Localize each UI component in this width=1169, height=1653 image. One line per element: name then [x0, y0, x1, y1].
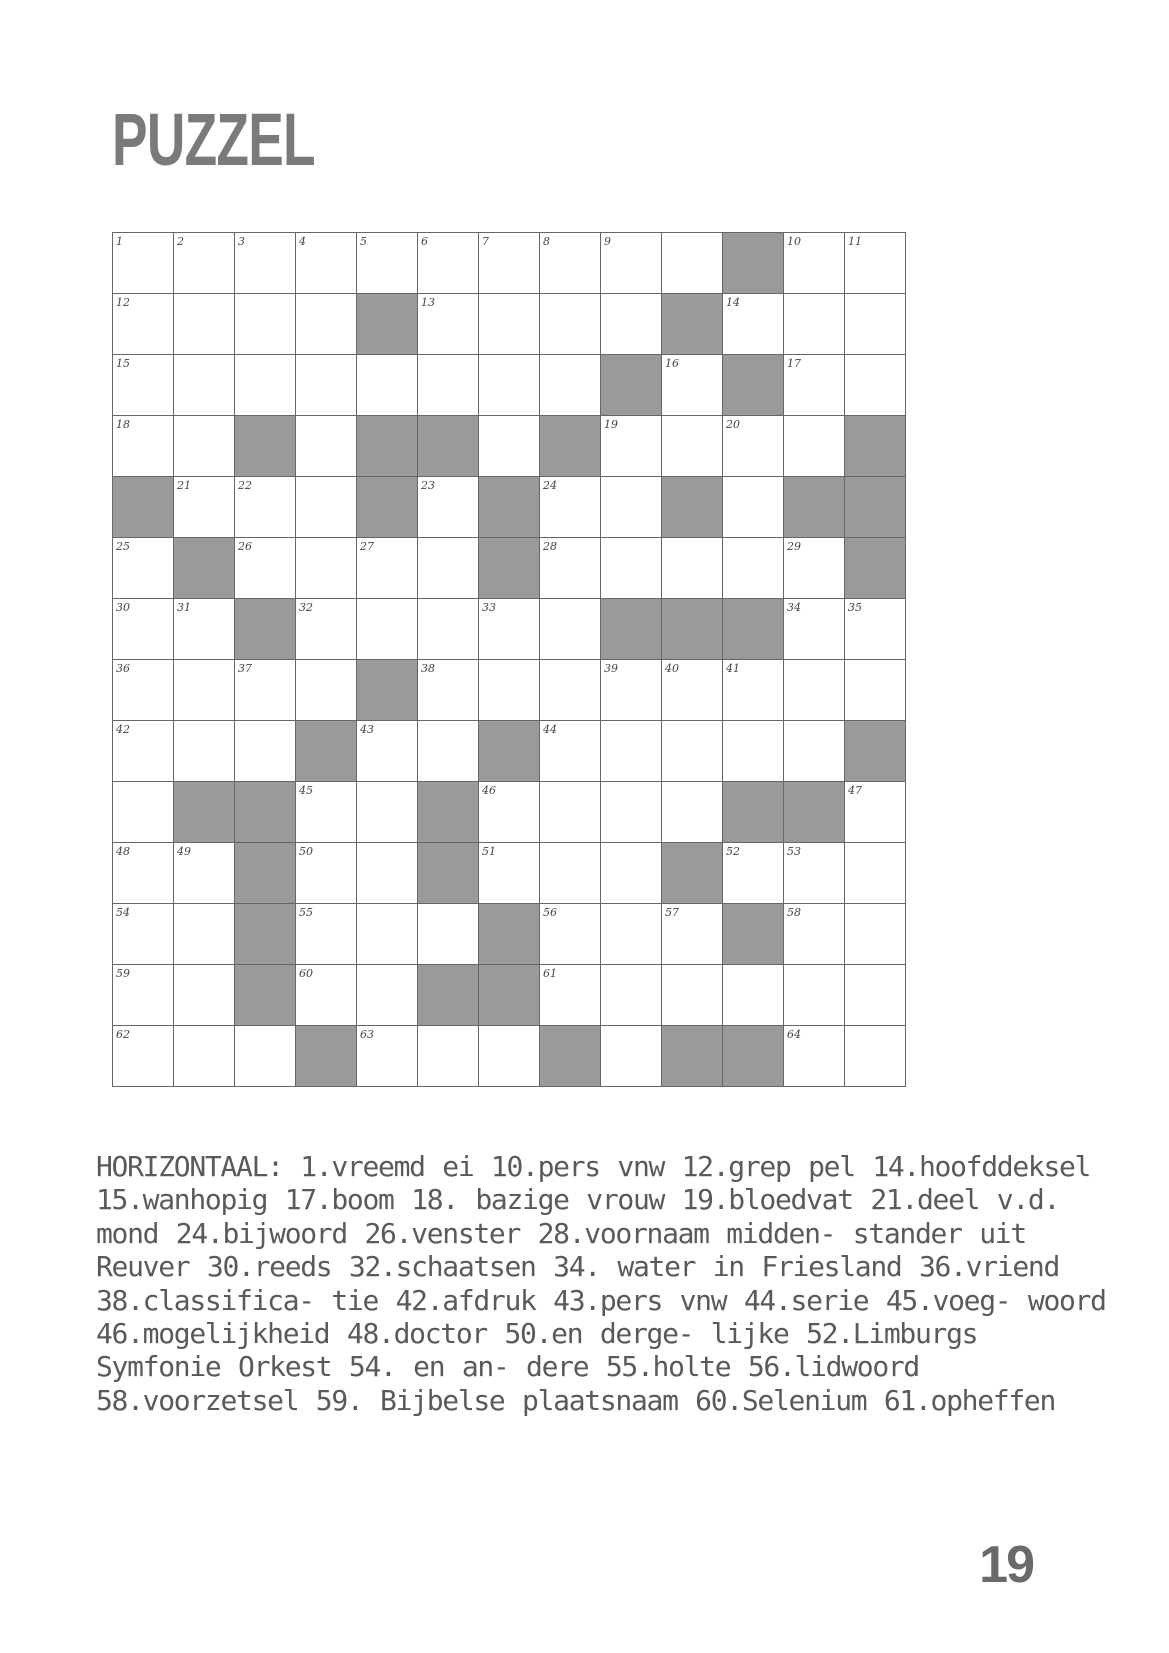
grid-cell[interactable]: [784, 660, 845, 721]
grid-cell-black: [723, 233, 784, 294]
grid-cell[interactable]: [845, 294, 906, 355]
cell-number: 11: [848, 235, 862, 248]
grid-cell-black: [235, 599, 296, 660]
cell-number: 63: [360, 1028, 374, 1041]
cell-number: 3: [238, 235, 245, 248]
cell-number: 46: [482, 784, 496, 797]
cell-number: 21: [177, 479, 191, 492]
grid-cell[interactable]: [662, 904, 723, 965]
grid-cell[interactable]: [357, 233, 418, 294]
grid-cell[interactable]: [235, 294, 296, 355]
grid-row: [113, 477, 906, 538]
page-title: PUZZEL: [112, 98, 315, 181]
grid-cell[interactable]: [418, 904, 479, 965]
grid-cell[interactable]: [296, 477, 357, 538]
grid-cell[interactable]: [479, 599, 540, 660]
grid-cell[interactable]: [601, 477, 662, 538]
grid-cell[interactable]: [296, 538, 357, 599]
cell-number: 17: [787, 357, 801, 370]
grid-cell[interactable]: [784, 294, 845, 355]
cell-number: 62: [116, 1028, 130, 1041]
cell-number: 26: [238, 540, 252, 553]
grid-cell[interactable]: [296, 599, 357, 660]
grid-cell[interactable]: [174, 233, 235, 294]
grid-cell[interactable]: [662, 416, 723, 477]
grid-cell[interactable]: [174, 721, 235, 782]
grid-cell[interactable]: [601, 782, 662, 843]
grid-cell-black: [662, 294, 723, 355]
grid-cell-black: [418, 965, 479, 1026]
grid-cell[interactable]: [723, 721, 784, 782]
grid-row: [113, 416, 906, 477]
grid-cell-black: [235, 904, 296, 965]
grid-row: [113, 355, 906, 416]
grid-cell-black: [418, 843, 479, 904]
grid-cell-black: [174, 782, 235, 843]
grid-cell[interactable]: [113, 843, 174, 904]
cell-number: 32: [299, 601, 313, 614]
grid-cell[interactable]: [540, 965, 601, 1026]
cell-number: 42: [116, 723, 130, 736]
grid-cell[interactable]: [845, 904, 906, 965]
crossword-grid: [112, 232, 906, 1087]
grid-cell[interactable]: [662, 660, 723, 721]
grid-cell[interactable]: [235, 660, 296, 721]
grid-cell-black: [357, 416, 418, 477]
grid-cell[interactable]: [479, 843, 540, 904]
grid-cell[interactable]: [113, 1026, 174, 1087]
grid-cell[interactable]: [418, 355, 479, 416]
grid-cell-black: [601, 599, 662, 660]
cell-number: 2: [177, 235, 184, 248]
grid-cell[interactable]: [174, 416, 235, 477]
grid-cell[interactable]: [479, 782, 540, 843]
cell-number: 18: [116, 418, 130, 431]
grid-row: [113, 294, 906, 355]
cell-number: 54: [116, 906, 130, 919]
grid-cell[interactable]: [784, 538, 845, 599]
grid-cell-black: [601, 355, 662, 416]
cell-number: 58: [787, 906, 801, 919]
cell-number: 29: [787, 540, 801, 553]
grid-cell[interactable]: [845, 782, 906, 843]
grid-cell[interactable]: [601, 294, 662, 355]
grid-cell[interactable]: [357, 843, 418, 904]
grid-cell-black: [479, 538, 540, 599]
grid-cell[interactable]: [662, 538, 723, 599]
cell-number: 10: [787, 235, 801, 248]
grid-cell[interactable]: [174, 965, 235, 1026]
grid-cell[interactable]: [540, 782, 601, 843]
grid-cell-black: [479, 904, 540, 965]
grid-cell[interactable]: [540, 294, 601, 355]
grid-cell[interactable]: [174, 599, 235, 660]
grid-cell[interactable]: [479, 416, 540, 477]
cell-number: 4: [299, 235, 306, 248]
grid-cell[interactable]: [174, 294, 235, 355]
grid-cell[interactable]: [479, 233, 540, 294]
grid-cell[interactable]: [784, 1026, 845, 1087]
grid-cell[interactable]: [418, 477, 479, 538]
cell-number: 31: [177, 601, 191, 614]
cell-number: 14: [726, 296, 740, 309]
cell-number: 13: [421, 296, 435, 309]
grid-cell-black: [235, 843, 296, 904]
cell-number: 51: [482, 845, 496, 858]
cell-number: 39: [604, 662, 618, 675]
grid-row: [113, 599, 906, 660]
cell-number: 45: [299, 784, 313, 797]
grid-cell[interactable]: [723, 660, 784, 721]
grid-cell[interactable]: [723, 538, 784, 599]
cell-number: 7: [482, 235, 489, 248]
grid-cell[interactable]: [540, 843, 601, 904]
cell-number: 5: [360, 235, 367, 248]
cell-number: 33: [482, 601, 496, 614]
cell-number: 56: [543, 906, 557, 919]
grid-cell[interactable]: [235, 1026, 296, 1087]
grid-cell[interactable]: [540, 660, 601, 721]
grid-cell-black: [235, 416, 296, 477]
grid-cell[interactable]: [601, 721, 662, 782]
grid-cell[interactable]: [540, 721, 601, 782]
grid-cell[interactable]: [357, 599, 418, 660]
grid-cell[interactable]: [113, 599, 174, 660]
cell-number: 8: [543, 235, 550, 248]
grid-cell[interactable]: [540, 355, 601, 416]
grid-cell[interactable]: [845, 233, 906, 294]
grid-cell-black: [357, 660, 418, 721]
grid-cell-black: [418, 416, 479, 477]
grid-cell[interactable]: [601, 538, 662, 599]
grid-cell[interactable]: [174, 904, 235, 965]
grid-cell-black: [479, 965, 540, 1026]
grid-cell[interactable]: [296, 416, 357, 477]
grid-cell[interactable]: [174, 660, 235, 721]
grid-cell[interactable]: [723, 477, 784, 538]
cell-number: 44: [543, 723, 557, 736]
grid-cell-black: [113, 477, 174, 538]
grid-cell[interactable]: [784, 233, 845, 294]
grid-cell[interactable]: [479, 660, 540, 721]
grid-cell[interactable]: [723, 965, 784, 1026]
cell-number: 35: [848, 601, 862, 614]
grid-cell[interactable]: [845, 965, 906, 1026]
cell-number: 16: [665, 357, 679, 370]
cell-number: 6: [421, 235, 428, 248]
page-number: 19: [979, 1536, 1033, 1594]
cell-number: 64: [787, 1028, 801, 1041]
grid-cell[interactable]: [601, 1026, 662, 1087]
cell-number: 12: [116, 296, 130, 309]
grid-cell[interactable]: [662, 233, 723, 294]
grid-cell-black: [662, 599, 723, 660]
grid-cell[interactable]: [662, 355, 723, 416]
grid-cell[interactable]: [113, 416, 174, 477]
grid-cell[interactable]: [296, 782, 357, 843]
grid-cell[interactable]: [296, 904, 357, 965]
grid-cell-black: [357, 477, 418, 538]
cell-number: 24: [543, 479, 557, 492]
grid-cell[interactable]: [418, 660, 479, 721]
grid-cell[interactable]: [174, 843, 235, 904]
grid-cell[interactable]: [357, 782, 418, 843]
grid-cell[interactable]: [601, 233, 662, 294]
grid-cell-black: [479, 721, 540, 782]
grid-cell[interactable]: [784, 599, 845, 660]
grid-cell-black: [845, 416, 906, 477]
grid-cell[interactable]: [113, 355, 174, 416]
grid-cell[interactable]: [845, 843, 906, 904]
grid-cell[interactable]: [174, 355, 235, 416]
grid-cell[interactable]: [601, 904, 662, 965]
cell-number: 38: [421, 662, 435, 675]
grid-cell[interactable]: [479, 294, 540, 355]
grid-cell[interactable]: [235, 538, 296, 599]
cell-number: 9: [604, 235, 611, 248]
grid-cell[interactable]: [357, 538, 418, 599]
grid-cell[interactable]: [113, 660, 174, 721]
grid-cell-black: [845, 721, 906, 782]
grid-cell[interactable]: [845, 599, 906, 660]
cell-number: 36: [116, 662, 130, 675]
grid-cell-black: [662, 1026, 723, 1087]
grid-cell-black: [723, 782, 784, 843]
grid-row: [113, 538, 906, 599]
cell-number: 1: [116, 235, 123, 248]
grid-cell[interactable]: [784, 355, 845, 416]
grid-cell-black: [662, 477, 723, 538]
grid-row: [113, 721, 906, 782]
grid-cell[interactable]: [113, 294, 174, 355]
grid-cell-black: [357, 294, 418, 355]
grid-cell-black: [540, 416, 601, 477]
grid-cell[interactable]: [357, 965, 418, 1026]
cell-number: 15: [116, 357, 130, 370]
grid-cell[interactable]: [845, 1026, 906, 1087]
grid-cell[interactable]: [296, 233, 357, 294]
clues-horizontal: HORIZONTAAL: 1.vreemd ei 10.pers vnw 12.grep pel 14.hoofddeksel 15.wanhopig 17.boom 18. bazige vrouw 19.bloedvat 21.deel v.d. mond 24.bijwoord 26.venster 28.voornaam midden- stander uit Reuver 30.reeds 32.schaatsen 34. water in Friesland 36.vriend 38.classifica- tie 42.afdruk 43.pers vnw 44.serie 45.voeg- woord 46.mogelijkheid 48.doctor 50.en derge- lijke 52.Limburgs Symfonie Orkest 54. en an- dere 55.holte 56.lidwoord 58.voorzetsel 59. Bijbelse plaatsnaam 60.Selenium 61.opheffen: [96, 1150, 1106, 1417]
grid-cell[interactable]: [357, 904, 418, 965]
cell-number: 47: [848, 784, 862, 797]
grid-cell[interactable]: [418, 1026, 479, 1087]
grid-cell[interactable]: [113, 233, 174, 294]
cell-number: 22: [238, 479, 252, 492]
grid-row: [113, 660, 906, 721]
grid-cell[interactable]: [113, 904, 174, 965]
grid-cell[interactable]: [601, 660, 662, 721]
grid-cell[interactable]: [418, 233, 479, 294]
cell-number: 61: [543, 967, 557, 980]
grid-cell-black: [296, 1026, 357, 1087]
cell-number: 27: [360, 540, 374, 553]
grid-cell[interactable]: [784, 904, 845, 965]
grid-cell[interactable]: [601, 843, 662, 904]
grid-cell[interactable]: [540, 538, 601, 599]
grid-cell[interactable]: [540, 477, 601, 538]
grid-cell[interactable]: [601, 965, 662, 1026]
grid-cell[interactable]: [174, 1026, 235, 1087]
grid-row: [113, 782, 906, 843]
grid-cell[interactable]: [784, 721, 845, 782]
grid-row: [113, 233, 906, 294]
grid-cell-black: [662, 843, 723, 904]
grid-row: [113, 904, 906, 965]
cell-number: 40: [665, 662, 679, 675]
cell-number: 48: [116, 845, 130, 858]
cell-number: 37: [238, 662, 252, 675]
grid-cell[interactable]: [845, 355, 906, 416]
cell-number: 34: [787, 601, 801, 614]
grid-cell[interactable]: [235, 721, 296, 782]
cell-number: 60: [299, 967, 313, 980]
grid-cell[interactable]: [235, 477, 296, 538]
grid-cell[interactable]: [601, 416, 662, 477]
cell-number: 52: [726, 845, 740, 858]
grid-cell-black: [784, 782, 845, 843]
grid-cell-black: [540, 1026, 601, 1087]
grid-cell-black: [723, 1026, 784, 1087]
grid-cell[interactable]: [723, 416, 784, 477]
grid-cell[interactable]: [662, 721, 723, 782]
cell-number: 50: [299, 845, 313, 858]
cell-number: 53: [787, 845, 801, 858]
grid-cell[interactable]: [357, 1026, 418, 1087]
grid-cell-black: [235, 965, 296, 1026]
cell-number: 55: [299, 906, 313, 919]
grid-cell-black: [723, 599, 784, 660]
grid-cell[interactable]: [113, 538, 174, 599]
cell-number: 30: [116, 601, 130, 614]
grid-cell[interactable]: [296, 843, 357, 904]
grid-cell[interactable]: [784, 843, 845, 904]
grid-cell[interactable]: [296, 355, 357, 416]
grid-cell-black: [479, 477, 540, 538]
cell-number: 19: [604, 418, 618, 431]
grid-cell[interactable]: [357, 355, 418, 416]
grid-cell[interactable]: [418, 294, 479, 355]
grid-row: [113, 1026, 906, 1087]
grid-cell-black: [845, 477, 906, 538]
grid-cell[interactable]: [723, 294, 784, 355]
grid-cell-black: [174, 538, 235, 599]
grid-cell-black: [235, 782, 296, 843]
cell-number: 28: [543, 540, 557, 553]
grid-cell-black: [296, 721, 357, 782]
grid-cell[interactable]: [784, 416, 845, 477]
grid-cell[interactable]: [845, 660, 906, 721]
grid-cell[interactable]: [418, 538, 479, 599]
grid-cell[interactable]: [174, 477, 235, 538]
grid-row: [113, 843, 906, 904]
grid-cell[interactable]: [662, 965, 723, 1026]
cell-number: 49: [177, 845, 191, 858]
grid-cell[interactable]: [479, 355, 540, 416]
grid-cell[interactable]: [418, 599, 479, 660]
grid-cell[interactable]: [784, 965, 845, 1026]
grid-cell[interactable]: [540, 233, 601, 294]
grid-cell[interactable]: [357, 721, 418, 782]
grid-cell-black: [845, 538, 906, 599]
grid-cell[interactable]: [235, 233, 296, 294]
grid-cell[interactable]: [296, 294, 357, 355]
grid-cell[interactable]: [723, 843, 784, 904]
grid-cell[interactable]: [296, 965, 357, 1026]
grid-row: [113, 965, 906, 1026]
cell-number: 43: [360, 723, 374, 736]
grid-cell[interactable]: [113, 782, 174, 843]
grid-cell-black: [418, 782, 479, 843]
grid-cell[interactable]: [113, 965, 174, 1026]
grid-cell[interactable]: [662, 782, 723, 843]
grid-cell[interactable]: [418, 721, 479, 782]
grid-cell[interactable]: [235, 355, 296, 416]
cell-number: 23: [421, 479, 435, 492]
cell-number: 41: [726, 662, 740, 675]
cell-number: 59: [116, 967, 130, 980]
cell-number: 57: [665, 906, 679, 919]
cell-number: 20: [726, 418, 740, 431]
grid-cell[interactable]: [540, 599, 601, 660]
grid-cell[interactable]: [479, 1026, 540, 1087]
cell-number: 25: [116, 540, 130, 553]
grid-cell-black: [723, 904, 784, 965]
grid-cell[interactable]: [540, 904, 601, 965]
grid-cell[interactable]: [113, 721, 174, 782]
grid-cell-black: [784, 477, 845, 538]
grid-cell[interactable]: [296, 660, 357, 721]
grid-cell-black: [723, 355, 784, 416]
